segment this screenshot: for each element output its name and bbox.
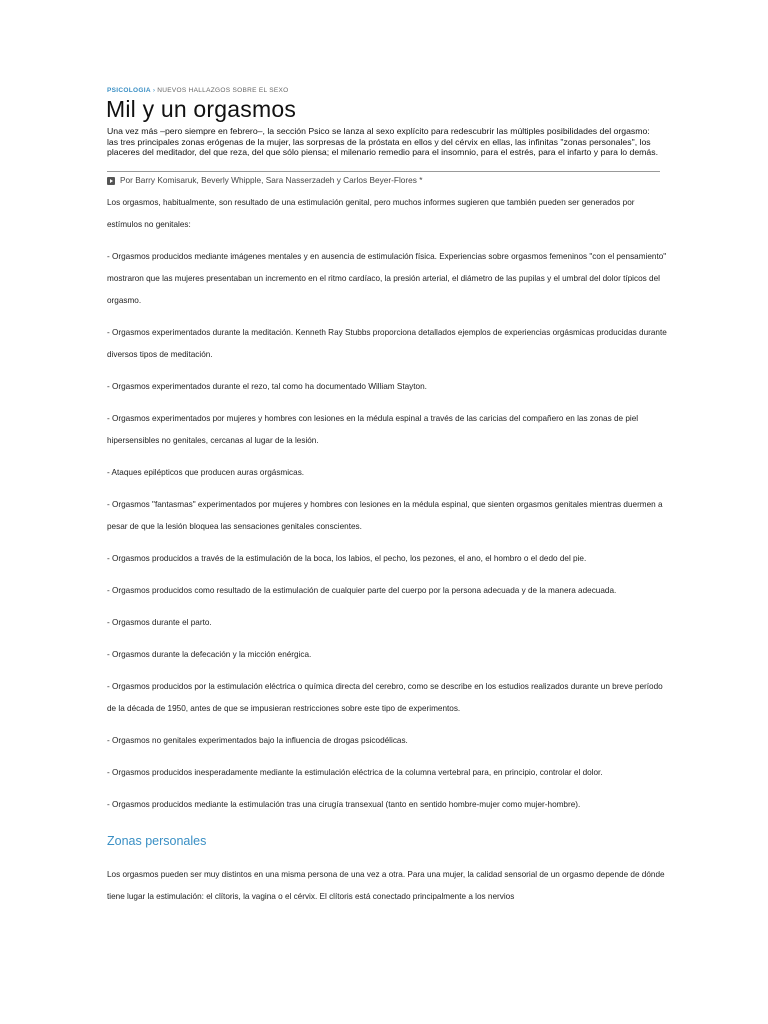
body-paragraph: - Orgasmos producidos mediante la estimulación tras una cirugía transexual (tanto en sentido hombre-mujer como mujer-hombre). — [107, 800, 581, 809]
body-paragraph: - Orgasmos durante el parto. — [107, 618, 212, 627]
body-paragraph: - Orgasmos experimentados durante la meditación. Kenneth Ray Stubbs proporciona detallados ejemplos de experiencias orgásmicas producidas durante diversos tipos de meditación. — [107, 328, 667, 359]
body-paragraph: - Orgasmos producidos mediante imágenes mentales y en ausencia de estimulación física. Experiencias sobre orgasmos femeninos "con el pensamiento" mostraron que las mujeres presentaban un incremento en el ritmo cardíaco, la presión arterial, el diámetro de las pupilas y el umbral del dolor típicos del orgasmo. — [107, 252, 667, 305]
article-body — [107, 192, 667, 826]
play-icon — [107, 177, 115, 185]
author-byline: Por Barry Komisaruk, Beverly Whipple, Sara Nasserzadeh y Carlos Beyer-Flores * — [120, 175, 423, 185]
body-paragraph: - Orgasmos producidos como resultado de la estimulación de cualquier parte del cuerpo por la persona adecuada y de la manera adecuada. — [107, 586, 617, 595]
body-paragraph: Los orgasmos, habitualmente, son resultado de una estimulación genital, pero muchos informes sugieren que también pueden ser generados por estímulos no genitales: — [107, 198, 635, 229]
section-heading: Zonas personales — [107, 834, 207, 848]
breadcrumb — [107, 87, 289, 94]
breadcrumb-topic: NUEVOS HALLAZGOS SOBRE EL SEXO — [157, 87, 289, 94]
body-paragraph: - Ataques epilépticos que producen auras orgásmicas. — [107, 468, 305, 477]
author-bar — [107, 171, 660, 188]
breadcrumb-section-link[interactable]: PSICOLOGIA — [107, 87, 151, 94]
article-title: Mil y un orgasmos — [106, 96, 297, 122]
article-lead: Una vez más –pero siempre en febrero–, la sección Psico se lanza al sexo explícito para redescubrir las múltiples posibilidades del orgasmo: las tres principales zonas erógenas de la mujer, las sorpresas de la próstata en ellos y del cérvix en ellas, las infinitas "zonas personales", los placeres del meditador, del que reza, del que sólo piensa; el milenario remedio para el insomnio, para el estrés, para el infarto y para lo demás. — [107, 126, 658, 158]
breadcrumb-separator: › — [152, 87, 156, 94]
section-body — [107, 864, 667, 908]
body-paragraph: - Orgasmos producidos a través de la estimulación de la boca, los labios, el pecho, los pezones, el ano, el hombro o el dedo del pie. — [107, 554, 587, 563]
body-paragraph: - Orgasmos producidos inesperadamente mediante la estimulación eléctrica de la columna vertebral para, en principio, controlar el dolor. — [107, 768, 603, 777]
body-paragraph: Los orgasmos pueden ser muy distintos en una misma persona de una vez a otra. Para una mujer, la calidad sensorial de un orgasmo depende de dónde tiene lugar la estimulación: el clítoris, la vagina o el cérvix. El clítoris está conectado principalmente a los nervios — [107, 870, 665, 901]
body-paragraph: - Orgasmos "fantasmas" experimentados por mujeres y hombres con lesiones en la médula espinal, que sienten orgasmos genitales mientras duermen a pesar de que la lesión bloquea las sensaciones genitales conscientes. — [107, 500, 663, 531]
body-paragraph: - Orgasmos no genitales experimentados bajo la influencia de drogas psicodélicas. — [107, 736, 408, 745]
body-paragraph: - Orgasmos experimentados durante el rezo, tal como ha documentado William Stayton. — [107, 382, 427, 391]
body-paragraph: - Orgasmos durante la defecación y la micción enérgica. — [107, 650, 312, 659]
body-paragraph: - Orgasmos experimentados por mujeres y hombres con lesiones en la médula espinal a través de las caricias del compañero en las zonas de piel hipersensibles no genitales, cercanas al lugar de la lesión. — [107, 414, 639, 445]
body-paragraph: - Orgasmos producidos por la estimulación eléctrica o química directa del cerebro, como se describe en los estudios realizados durante un breve período de la década de 1950, antes de que se impusieran restricciones sobre este tipo de experimentos. — [107, 682, 663, 713]
